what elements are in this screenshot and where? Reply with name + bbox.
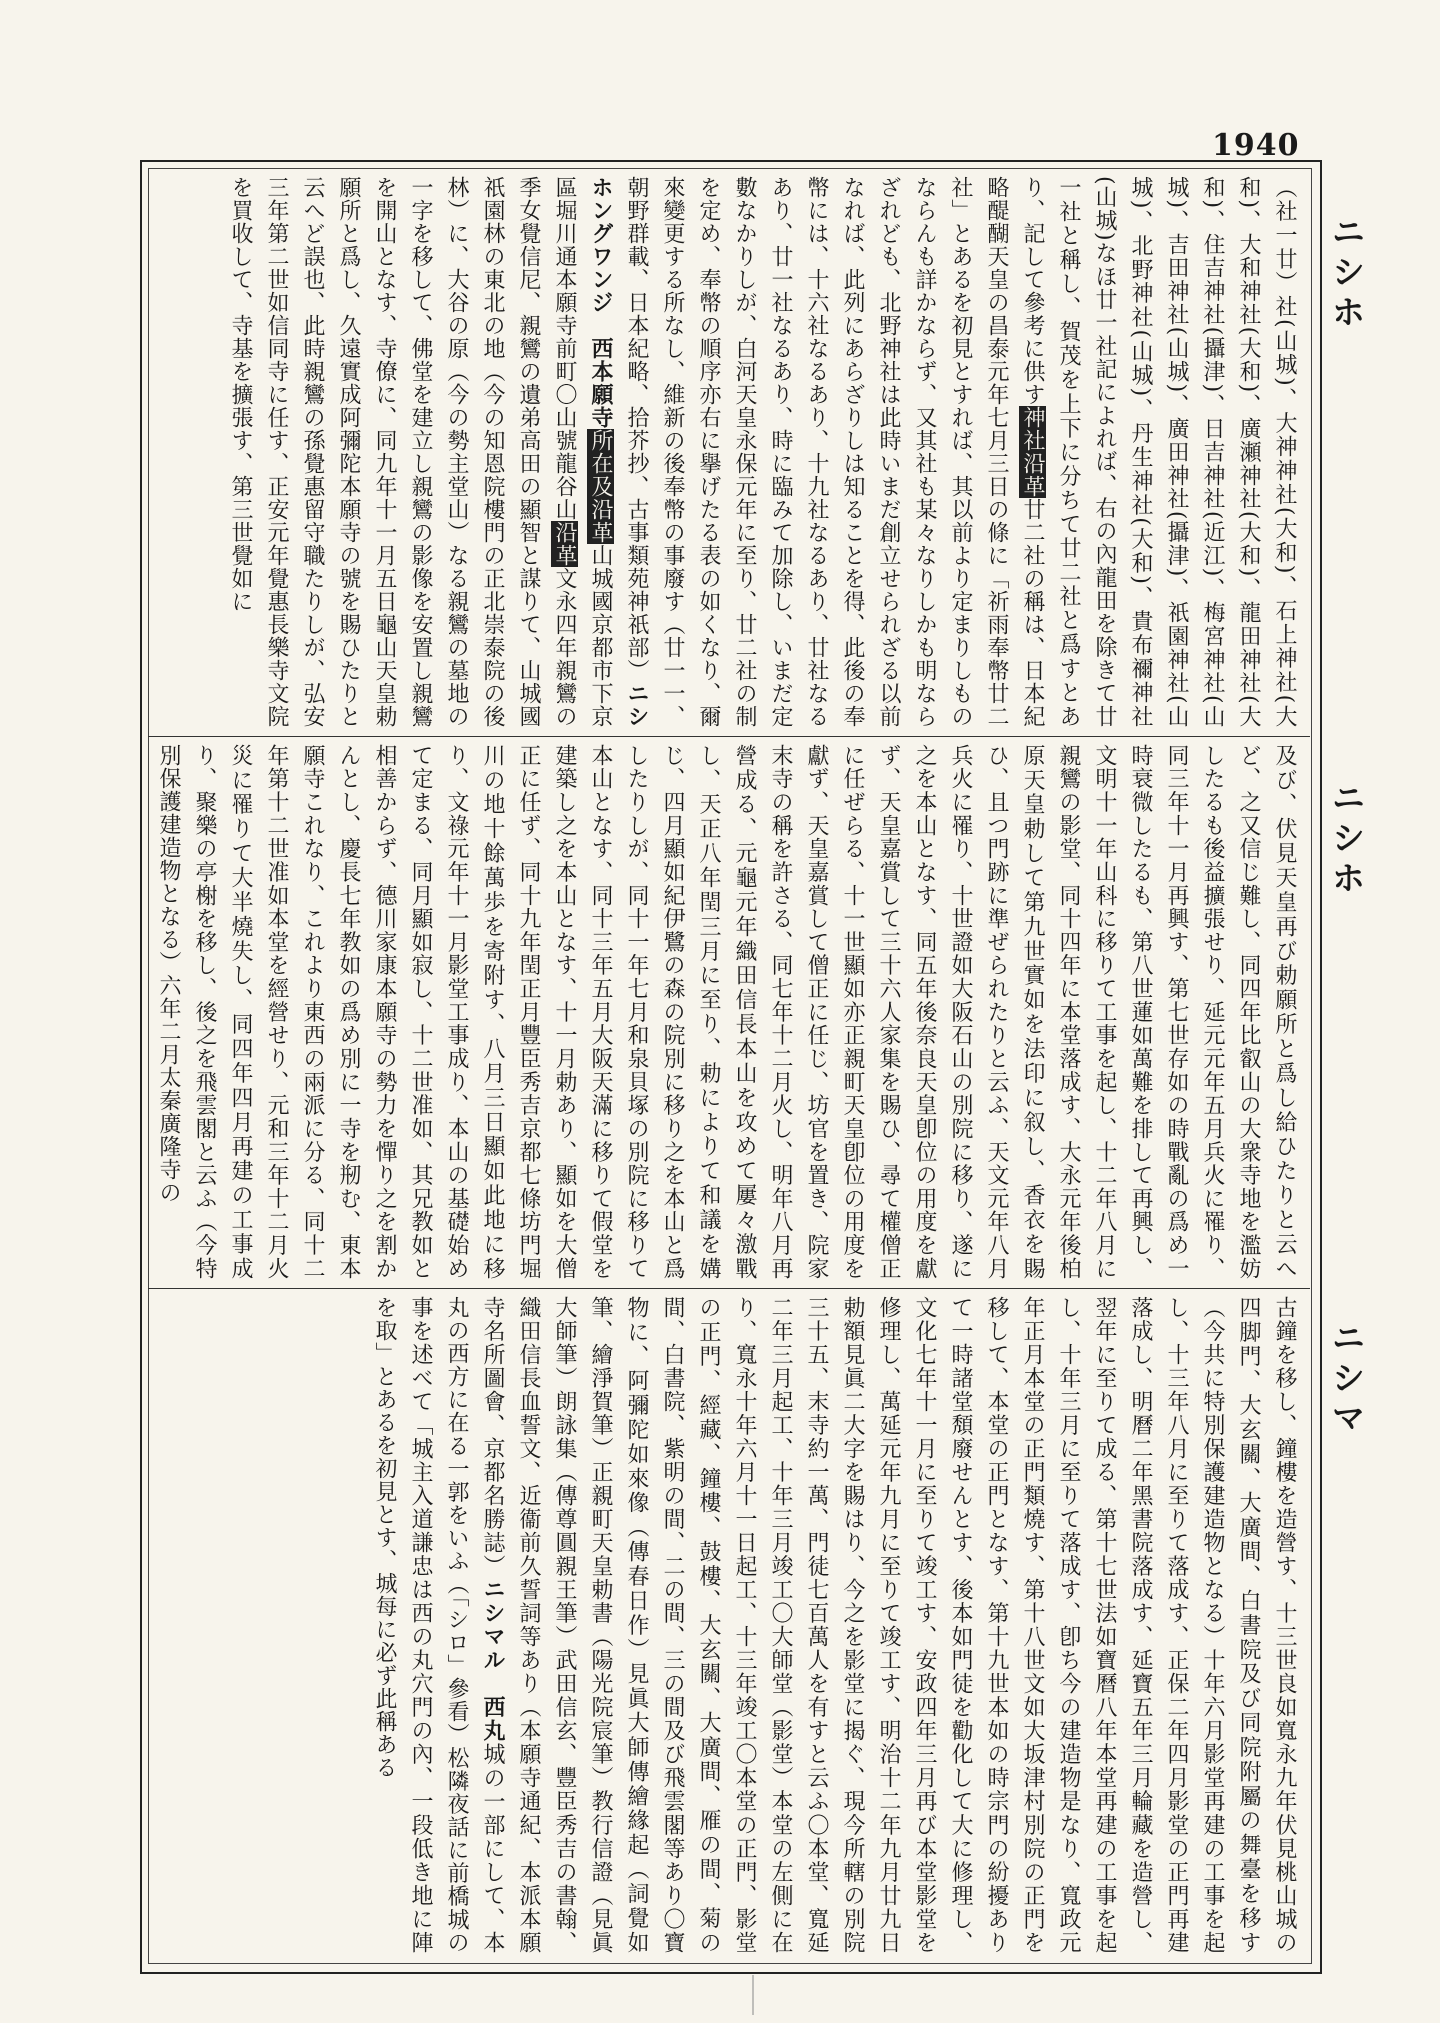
tier-1-box-history: 沿革 xyxy=(552,521,577,567)
tier-1-entry-body-b: 文永四年親鸞の季女覺信尼、親鸞の遺弟高田の顯智と謀りて、山城國祇園林の東北の地（今の知恩院樓門の正北崇泰院の後林）に、大谷の原（今の勢主堂山）なる親鸞の墓地の一字を移して、佛堂を建立し親鸞の影像を安置し親鸞を開山となす、寺僚に、同九年十一月五日龜山天皇勅願所と爲し、久遠實成阿彌陀本願寺の號を賜ひたりと云へど誤也、此時親鸞の孫覺惠留守職たりしが、弘安三年第二世如信同寺に任す、正安元年覺惠長樂寺文院を買收して、寺基を擴張す、第三世覺如に xyxy=(228,176,577,728)
tier-2-text: 及び、伏見天皇再び勅願所と爲し給ひたりと云へど、之又信じ難し、同四年比叡山の大衆寺地を濫妨したるも後益擴張せり、延元元年五月兵火に罹り、同三年十一月再興す、第七世存如の時戰亂の爲め一時衰微したるも、第八世蓮如萬難を排して再興し、文明十一年山科に移りて工事を起し、十二年八月に親鸞の影堂、同十四年に本堂落成す、大永元年後柏原天皇勅して第九世實如を法印に叙し、香衣を賜ひ、且つ門跡に準ぜられたりと云ふ、天文元年八月兵火に罹り、十世證如大阪石山の別院に移り、遂に之を本山となす、同五年後奈良天皇卽位の用度を獻ず、天皇嘉賞して三十六人家集を賜ひ、尋て權僧正に任ぜらる、十一世顯如亦正親町天皇卽位の用度を獻ず、天皇嘉賞して僧正に任じ、坊官を置き、院家末寺の稱を許さる、同七年十二月火し、明年八月再營成る、元龜元年織田信長本山を攻めて屢々激戰し、天正八年閏三月に至り、勅によりて和議を媾じ、四月顯如紀伊鷺の森の院別に移り之を本山と爲したりしが、同十一年七月和泉貝塚の別院に移りて本山となす、同十三年五月大阪天滿に移りて假堂を建築し之を本山となす、十一月勅あり、顯如を大僧正に任ず、同十九年閏正月豐臣秀吉京都七條坊門堀川の地十餘萬歩を寄附す、八月三日顯如此地に移り、文祿元年十一月影堂工事成り、本山の基礎始めて定まる、同月顯如寂し、十二世准如、其兄教如と相善からず、德川家康本願寺の勢力を憚り之を割かんとし、慶長七年教如の爲め別に一寺を剏む、東本願寺これなり、これより東西の兩派に分る、同十二年第十二世准如本堂を經營せり、元和三年十二月火災に罹りて大半燒失し、同四年四月再建の工事成り、聚樂の亭榭を移し、後之を飛雲閣と云ふ（今特別保護建造物となる）六年二月太秦廣隆寺の xyxy=(156,744,1297,1280)
tier-1-label: （社一廿） xyxy=(1272,176,1297,296)
tier-2 xyxy=(156,744,1302,1280)
entry-heading-nishimaru: ニシマル 西丸 xyxy=(480,1578,505,1743)
tier-1-entry-body-a: 山城國京都市下京區堀川通本願寺前町〇山號龍谷山 xyxy=(552,176,613,728)
scan-artifact-line xyxy=(752,1975,754,2015)
page-number: 1940 xyxy=(1212,128,1300,163)
tier-divider-1 xyxy=(148,736,1310,737)
tier-3 xyxy=(156,1296,1302,1954)
tier-3-entry-body: 城の一部にして、本丸の西方に在る一郭をいふ（「シロ」參看）松隣夜話に前橋城の事を述べて「城主入道謙忠は西の丸穴門の內、一段低き地に陣を取」とあるを初見とす、城每に必ず此稱ある xyxy=(372,1296,505,1954)
running-headword-top: ニシホ xyxy=(1325,214,1365,334)
tier-1-box-shrine-history: 神社沿革 xyxy=(1020,406,1045,498)
tier-1-text xyxy=(156,176,1302,728)
tier-3-body: 古鐘を移し、鐘樓を造營す、十三世良如寬永九年伏見桃山城の四脚門、大玄關、大廣間、白書院及び同院附屬の舞臺を移す（今共に特別保護建造物となる）十年六月影堂再建の工事を起し、十三年八月に至りて落成す、正保二年四月影堂の正門再建落成し、明曆二年黑書院落成す、延寶五年三月輪藏を造營し、翌年に至りて成る、第十七世法如寶曆八年本堂再建の工事を起し、十年三月に至りて落成す、卽ち今の建造物是なり、寬政元年正月本堂の正門類燒す、第十八世文如大坂津村別院の正門を移して、本堂の正門となす、第十九世本如の時宗門の紛擾ありて一時諸堂頽廢せんとす、後本如門徒を勸化して大に修理し、文化七年十一月に至りて竣工す、安政四年三月再び本堂影堂を修理し、萬延元年九月に至りて竣工す、明治十二年九月廿九日勅額見眞二大字を賜はり、今之を影堂に揭ぐ、現今所轄の別院三十五、末寺約一萬、門徒七百萬人を有すと云ふ〇本堂、寬延二年三月起工、十年三月竣工〇大師堂（影堂）本堂の左側に在り、寬永十年六月十一日起工、十三年竣工〇本堂の正門、影堂の正門、經藏、鐘樓、鼓樓、大玄關、大廣間、雁の間、菊の間、白書院、紫明の間、二の間、三の間及び飛雲閣等あり〇寶物に、阿彌陀如來像（傳春日作）見眞大師傳繪緣起（詞覺如筆、繪淨賀筆）正親町天皇勅書（陽光院宸筆）教行信證（見眞大師筆）朗詠集（傳尊圓親王筆）武田信玄、豐臣秀吉の書翰、織田信長血誓文、近衞前久誓詞等あり（本願寺通紀、本派本願寺名所圖會、京都名勝誌） xyxy=(480,1296,1297,1954)
tier-1 xyxy=(156,176,1302,728)
entry-heading-nishihonganji: ニシホングワンジ 西本願寺 xyxy=(588,176,649,728)
running-headword-middle: ニシホ xyxy=(1325,780,1365,900)
tier-1-body-a: 社(山城)、大神神社(大和)、石上神社(大和)、大和神社(大和)、廣瀬神社(大和)、龍田神社(大和)、住吉神社(攝津)、日吉神社(近江)、梅宮神社(山城)、吉田神社(山城)、廣田神社(攝津)、祇園神社(山城)、北野神社(山城)、丹生神社(大和)、貴布禰神社(山城)なほ廿一社記によれば、右の內龍田を除きて廿一社と稱し、賀茂を上下に分ちて廿二社と爲すとあり、記して參考に供す xyxy=(1020,176,1297,728)
tier-1-body-c: 一、朝野群載、日本紀略、拾芥抄、古事類苑神祇部） xyxy=(624,176,685,728)
running-headword-bottom: ニシマ xyxy=(1325,1320,1365,1440)
tier-1-body-b: 廿二社の稱は、日本紀略醍醐天皇の昌泰元年七月三日の條に「祈雨奉幣廿二社」とあるを初見とすれば、其以前より定まりしものならんも詳かならず、又其社も某々なりしかも明ならざれども、北野神社は此時いまだ創立せられざる以前なれば、此列にあらざりしは知ることを得、此後の奉幣には、十六社なるあり、十九社なるあり、廿社なるあり、廿一社なるあり、時に臨みて加除し、いまだ定數なかりしが、白河天皇永保元年に至り、廿二社の制を定め、奉幣の順序亦右に擧げたる表の如くなり、爾來變更する所なし、維新の後奉幣の事廢す（廿一 xyxy=(660,176,1045,728)
tier-1-box-location: 所在及沿革 xyxy=(588,429,613,544)
tier-divider-2 xyxy=(148,1288,1310,1289)
tier-3-text xyxy=(156,1296,1302,1954)
